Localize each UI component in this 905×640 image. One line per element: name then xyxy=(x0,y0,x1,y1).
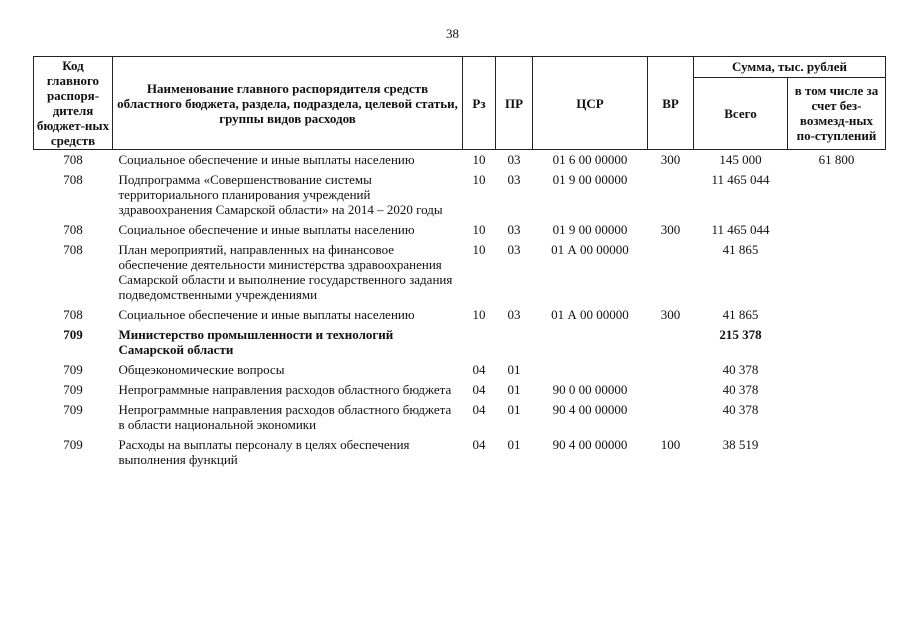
cell-incl xyxy=(788,360,886,380)
cell-csr xyxy=(533,325,648,360)
cell-csr xyxy=(533,360,648,380)
budget-table xyxy=(33,56,886,470)
cell-incl xyxy=(788,170,886,220)
table-row xyxy=(34,220,886,240)
cell-name: План мероприятий, направленных на финансовое обеспечение деятельности министерства здравоохранения Самарской области и выполнение государственного задания подведомственными учреждениями xyxy=(118,242,453,302)
cell-code: 709 xyxy=(63,402,83,417)
cell-vr xyxy=(648,170,694,220)
cell-total: 145 000 xyxy=(719,152,762,167)
cell-vr xyxy=(648,380,694,400)
cell-csr: 01 6 00 00000 xyxy=(552,152,628,167)
cell-total: 40 378 xyxy=(722,362,759,377)
cell-rz: 04 xyxy=(472,402,486,417)
cell-name: Непрограммные направления расходов областного бюджета в области национальной экономики xyxy=(118,402,452,432)
table-body xyxy=(34,150,886,471)
cell-code: 709 xyxy=(63,437,83,452)
cell-rz: 10 xyxy=(472,222,486,237)
table-row xyxy=(34,325,886,360)
cell-incl xyxy=(788,380,886,400)
header-pr: ПР xyxy=(496,57,533,150)
cell-csr: 90 4 00 00000 xyxy=(552,437,628,452)
cell-code: 708 xyxy=(63,242,83,257)
table-row xyxy=(34,380,886,400)
cell-rz: 04 xyxy=(472,362,486,377)
cell-csr: 01 9 00 00000 xyxy=(552,172,628,187)
cell-vr xyxy=(648,240,694,305)
cell-pr: 03 xyxy=(507,152,521,167)
cell-total: 215 378 xyxy=(719,327,762,342)
cell-name: Подпрограмма «Совершенствование системы территориального планирования учреждений здравоохранения Самарской области» на 2014 – 2020 годы xyxy=(118,172,443,217)
table-row xyxy=(34,150,886,171)
table-row xyxy=(34,240,886,305)
header-rz: Рз xyxy=(463,57,496,150)
header-amount: Сумма, тыс. рублей xyxy=(694,57,886,78)
cell-pr: 03 xyxy=(507,222,521,237)
cell-incl xyxy=(788,240,886,305)
budget-table-container xyxy=(33,56,885,470)
cell-code: 708 xyxy=(63,172,83,187)
cell-vr xyxy=(648,400,694,435)
cell-rz: 04 xyxy=(472,437,486,452)
cell-pr xyxy=(496,325,533,360)
cell-pr: 01 xyxy=(507,437,521,452)
cell-pr: 01 xyxy=(507,362,521,377)
cell-name: Непрограммные направления расходов областного бюджета xyxy=(118,382,452,397)
cell-name: Социальное обеспечение и иные выплаты населению xyxy=(118,222,415,237)
cell-rz xyxy=(463,325,496,360)
header-name: Наименование главного распорядителя средств областного бюджета, раздела, подраздела, целевой статьи, группы видов расходов xyxy=(113,57,463,150)
table-row xyxy=(34,435,886,470)
cell-code: 708 xyxy=(63,307,83,322)
cell-rz: 04 xyxy=(472,382,486,397)
cell-vr: 100 xyxy=(660,437,681,452)
cell-csr: 01 А 00 00000 xyxy=(551,307,629,322)
cell-pr: 03 xyxy=(507,172,521,187)
cell-pr: 03 xyxy=(507,242,521,257)
cell-incl xyxy=(788,305,886,325)
table-row xyxy=(34,360,886,380)
cell-csr: 90 4 00 00000 xyxy=(552,402,628,417)
cell-csr: 01 9 00 00000 xyxy=(552,222,628,237)
header-total: Всего xyxy=(694,77,788,149)
cell-code: 708 xyxy=(63,152,83,167)
header-vr: ВР xyxy=(648,57,694,150)
cell-incl xyxy=(788,325,886,360)
cell-incl xyxy=(788,400,886,435)
cell-name: Социальное обеспечение и иные выплаты населению xyxy=(118,307,415,322)
cell-csr: 01 А 00 00000 xyxy=(551,242,629,257)
cell-name: Общеэкономические вопросы xyxy=(118,362,285,377)
cell-total: 11 465 044 xyxy=(711,172,770,187)
cell-code: 708 xyxy=(63,222,83,237)
cell-pr: 03 xyxy=(507,307,521,322)
cell-total: 41 865 xyxy=(722,242,759,257)
header-code: Код главного распоря-дителя бюджет-ных средств xyxy=(34,57,113,150)
cell-code: 709 xyxy=(63,362,83,377)
cell-rz: 10 xyxy=(472,152,486,167)
header-incl: в том числе за счет без-возмезд-ных по-ступлений xyxy=(788,77,886,149)
cell-vr: 300 xyxy=(660,307,681,322)
cell-name: Министерство промышленности и технологий Самарской области xyxy=(118,327,394,357)
table-row xyxy=(34,305,886,325)
cell-pr: 01 xyxy=(507,402,521,417)
cell-total: 40 378 xyxy=(722,402,759,417)
cell-total: 41 865 xyxy=(722,307,759,322)
table-row xyxy=(34,170,886,220)
cell-vr xyxy=(648,325,694,360)
cell-code: 709 xyxy=(63,382,83,397)
page-number: 38 xyxy=(446,26,459,41)
cell-name: Социальное обеспечение и иные выплаты населению xyxy=(118,152,415,167)
cell-incl: 61 800 xyxy=(818,152,855,167)
cell-rz: 10 xyxy=(472,307,486,322)
cell-total: 38 519 xyxy=(722,437,759,452)
cell-incl xyxy=(788,435,886,470)
table-header xyxy=(34,57,886,150)
cell-code: 709 xyxy=(63,327,83,342)
cell-vr xyxy=(648,360,694,380)
cell-name: Расходы на выплаты персоналу в целях обеспечения выполнения функций xyxy=(118,437,410,467)
table-row xyxy=(34,400,886,435)
cell-rz: 10 xyxy=(472,242,486,257)
cell-total: 40 378 xyxy=(722,382,759,397)
cell-total: 11 465 044 xyxy=(711,222,770,237)
cell-csr: 90 0 00 00000 xyxy=(552,382,628,397)
cell-rz: 10 xyxy=(472,172,486,187)
cell-incl xyxy=(788,220,886,240)
cell-vr: 300 xyxy=(660,152,681,167)
cell-vr: 300 xyxy=(660,222,681,237)
header-csr: ЦСР xyxy=(533,57,648,150)
cell-pr: 01 xyxy=(507,382,521,397)
